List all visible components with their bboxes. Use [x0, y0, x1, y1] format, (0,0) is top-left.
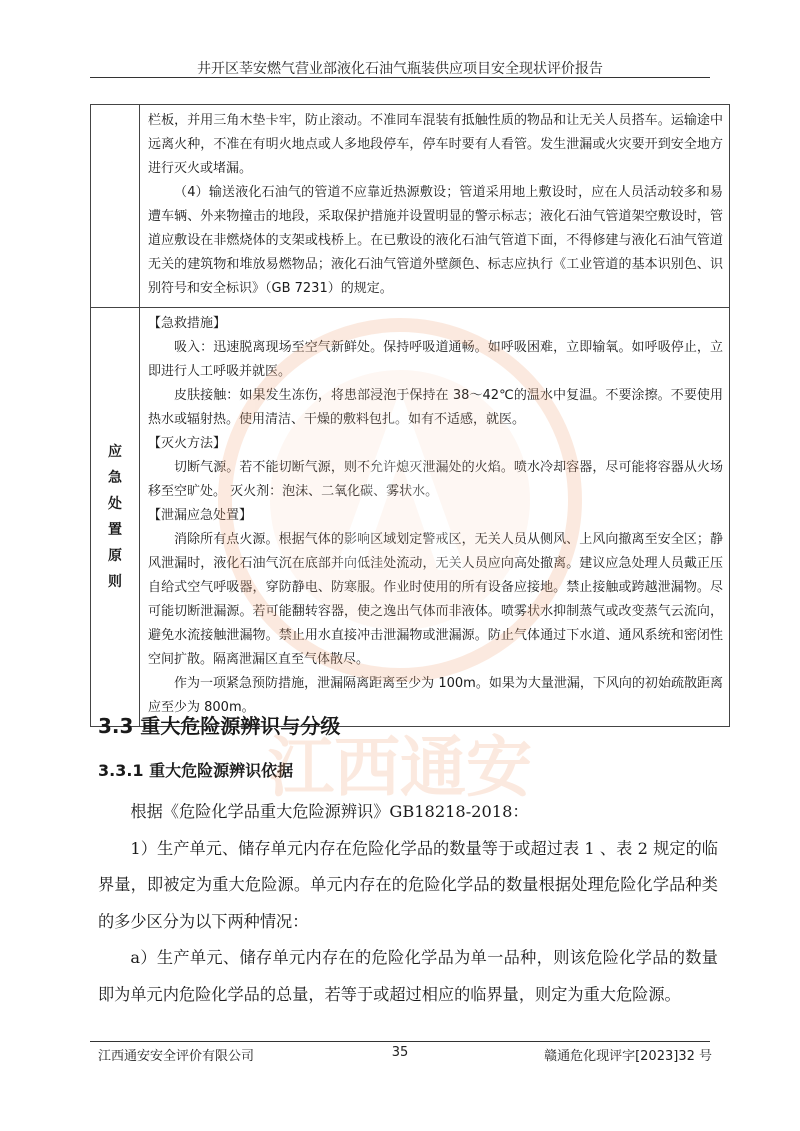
- transport-measures-cell: [140, 105, 730, 308]
- table-row: [91, 105, 730, 308]
- fire-method-label: 【灭火方法】: [148, 436, 227, 451]
- paragraph: 1）生产单元、储存单元内存在危险化学品的数量等于或超过表 1 、表 2 规定的临界量，即被定为重大危险源。单元内存在的危险化学品的数量根据处理危险化学品种类的多少区分为以下两种情况：: [98, 838, 718, 931]
- paragraph: 作为一项紧急预防措施，泄漏隔离距离至少为 100m。如果为大量泄漏，下风向的初始疏散距离应至少为 800m。: [148, 676, 723, 715]
- row-label-char: 则: [108, 574, 122, 590]
- row-label-empty: [91, 105, 140, 308]
- subsection-heading: 3.3.1 重大危险源辨识依据: [98, 761, 294, 780]
- row-label-emergency: [91, 308, 140, 727]
- row-label-char: 置: [108, 522, 122, 538]
- measures-table: [90, 104, 730, 727]
- row-label-char: 应: [108, 444, 122, 460]
- paragraph: 皮肤接触：如果发生冻伤，将患部浸泡于保持在 38～42℃的温水中复温。不要涂擦。不要使用热水或辐射热。使用清洁、干燥的敷料包扎。如有不适感，就医。: [148, 388, 723, 427]
- row-label-char: 处: [108, 496, 122, 512]
- paragraph: 吸入：迅速脱离现场至空气新鲜处。保持呼吸道通畅。如呼吸困难，立即输氧。如呼吸停止，立即进行人工呼吸并就医。: [148, 340, 723, 379]
- section-body: [98, 794, 718, 1013]
- paragraph: 栏板，并用三角木垫卡牢，防止滚动。不准同车混装有抵触性质的物品和让无关人员搭车。运输途中远离火种，不准在有明火地点或人多地段停车，停车时要有人看管。发生泄漏或火灾要开到安全地方进行灭火或堵漏。: [148, 113, 723, 176]
- report-number: 赣通危化现评字[2023]32 号: [544, 1049, 712, 1064]
- table-row: [91, 308, 730, 727]
- paragraph: 切断气源。若不能切断气源，则不允许熄灭泄漏处的火焰。喷水冷却容器，尽可能将容器从火场移至空旷处。 灭火剂：泡沫、二氧化碳、雾状水。: [148, 460, 723, 499]
- row-label-char: 急: [108, 470, 122, 486]
- section-heading: 3.3 重大危险源辨识与分级: [98, 714, 341, 738]
- paragraph: 根据《危险化学品重大危险源辨识》GB18218-2018：: [130, 802, 529, 821]
- paragraph: 消除所有点火源。根据气体的影响区域划定警戒区，无关人员从侧风、上风向撤离至安全区；静风泄漏时，液化石油气沉在底部并向低洼处流动，无关人员应向高处撤离。建议应急处理人员戴正压自给式空气呼吸器，穿防静电、防寒服。作业时使用的所有设备应接地。禁止接触或跨越泄漏物。尽可能切断泄漏源。若可能翻转容器，使之逸出气体而非液体。喷雾状水抑制蒸气或改变蒸气云流向，避免水流接触泄漏物。禁止用水直接冲击泄漏物或泄漏源。防止气体通过下水道、通风系统和密闭性空间扩散。隔离泄漏区直至气体散尽。: [148, 532, 723, 667]
- emergency-measures-cell: [140, 308, 730, 727]
- leak-handling-label: 【泄漏应急处置】: [148, 508, 253, 523]
- first-aid-label: 【急救措施】: [148, 316, 227, 331]
- row-label-char: 原: [108, 548, 122, 564]
- page-number: 35: [391, 1045, 409, 1060]
- page-header-title: 井开区莘安燃气营业部液化石油气瓶装供应项目安全现状评价报告: [197, 61, 603, 77]
- footer-divider: [90, 1041, 710, 1042]
- watermark-text: 江西通安: [268, 730, 532, 804]
- footer-company: 江西通安安全评价有限公司: [98, 1049, 255, 1064]
- header-divider: [90, 77, 710, 78]
- paragraph: （4）输送液化石油气的管道不应靠近热源敷设；管道采用地上敷设时，应在人员活动较多和易遭车辆、外来物撞击的地段，采取保护措施并设置明显的警示标志；液化石油气管道架空敷设时，管道应敷设在非燃烧体的支架或栈桥上。在已敷设的液化石油气管道下面，不得修建与液化石油气管道无关的建筑物和堆放易燃物品；液化石油气管道外壁颜色、标志应执行《工业管道的基本识别色、识别符号和安全标识》（GB 7231）的规定。: [148, 185, 723, 296]
- paragraph: a）生产单元、储存单元内存在的危险化学品为单一品种，则该危险化学品的数量即为单元内危险化学品的总量，若等于或超过相应的临界量，则定为重大危险源。: [98, 948, 718, 1004]
